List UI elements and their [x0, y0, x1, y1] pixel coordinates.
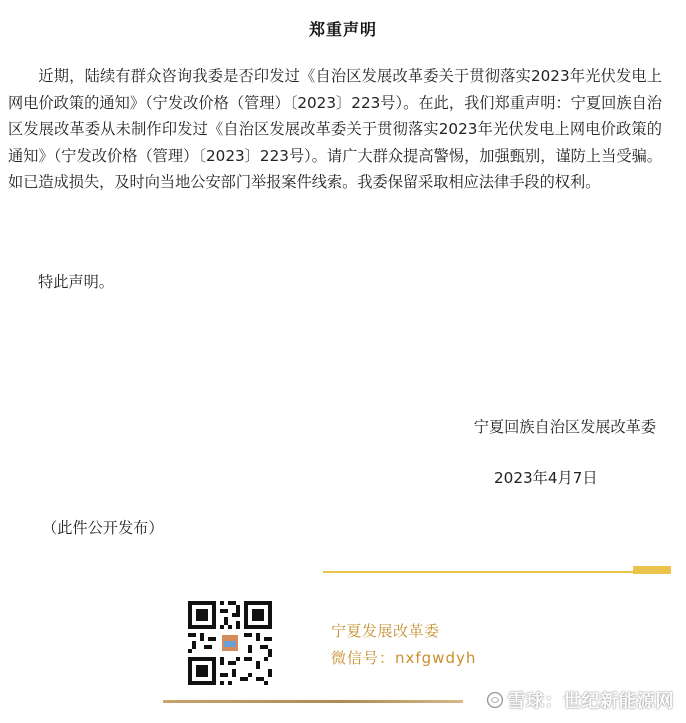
- footer-divider-bottom: [163, 700, 463, 703]
- footer-divider-accent: [633, 566, 671, 574]
- footer-divider-top: [323, 571, 633, 573]
- wechat-id: 微信号：nxfgwdyh: [331, 649, 477, 667]
- qr-code-icon[interactable]: [188, 601, 272, 685]
- document-title: 郑重声明: [308, 20, 377, 39]
- watermark-text: 雪球：世纪新能源网: [507, 691, 674, 712]
- closing-line: 特此声明。: [38, 273, 114, 291]
- snowball-logo-icon: [486, 691, 504, 709]
- statement-body: 近期，陆续有群众咨询我委是否印发过《自治区发展改革委关于贯彻落实2023年光伏发电上网电价政策的通知》（宁发改价格（管理）〔2023〕223号）。在此，我们郑重声明：宁夏回族自治区发展改革委从未制作印发过《自治区发展改革委关于贯彻落实2023年光伏发电上网电价政策的通知》（宁发改价格（管理）〔2023〕223号）。请广大群众提高警惕，加强甄别，谨防上当受骗。如已造成损失，及时向当地公安部门举报案件线索。我委保留采取相应法律手段的权利。: [8, 67, 662, 191]
- signature-organization: 宁夏回族自治区发展改革委: [473, 418, 656, 436]
- publication-note: （此件公开发布）: [42, 519, 164, 537]
- watermark: [486, 687, 675, 713]
- signature-date: 2023年4月7日: [494, 469, 598, 487]
- account-name: 宁夏发展改革委: [331, 622, 440, 640]
